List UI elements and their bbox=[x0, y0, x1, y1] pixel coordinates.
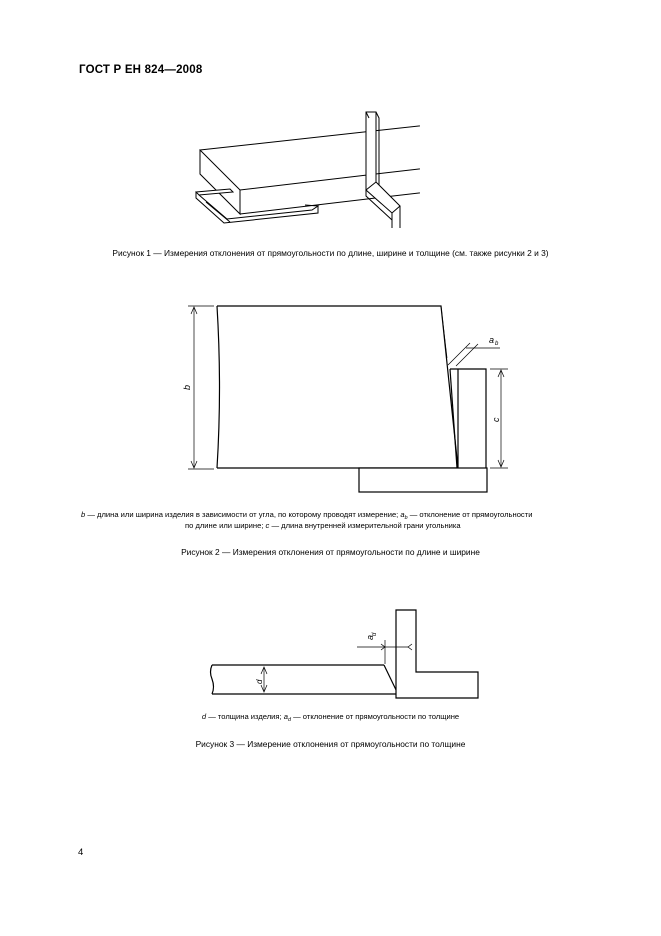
legend-text-d: — толщина изделия; bbox=[206, 712, 284, 721]
legend-symbol-ad: a bbox=[283, 712, 288, 721]
figure-2-label-ab-sub: b bbox=[495, 341, 499, 347]
legend-symbol-d: d bbox=[201, 712, 207, 721]
legend-symbol-ad-sub: d bbox=[288, 717, 291, 723]
legend-text-ad: — отклонение от прямоугольности по толщине bbox=[290, 712, 460, 721]
figure-2-caption: Рисунок 2 — Измерения отклонения от прямоугольности по длине и ширине bbox=[181, 547, 480, 557]
figure-2-legend-line-1 bbox=[81, 510, 532, 521]
figure-2-label-c: c bbox=[491, 417, 501, 422]
figure-3-label-ad-sub: d bbox=[372, 632, 378, 636]
figure-2-label-b: b bbox=[182, 384, 192, 390]
legend-text-ab-cont: по длине или ширине; bbox=[185, 521, 266, 530]
figure-3-label-d: d bbox=[255, 679, 264, 684]
figure-2-legend-line-2 bbox=[185, 521, 461, 530]
figure-3-legend bbox=[0, 712, 661, 723]
page-number: 4 bbox=[78, 847, 84, 858]
legend-symbol-ab: a bbox=[400, 510, 405, 519]
figure-3-label-ad: a bbox=[365, 634, 375, 640]
figure-2-label-ab: a bbox=[489, 335, 495, 345]
figure-2-drawing bbox=[180, 300, 520, 496]
document-header: ГОСТ Р ЕН 824—2008 bbox=[79, 64, 203, 76]
figure-1-caption: Рисунок 1 — Измерения отклонения от прямоугольности по длине, ширине и толщине (см. также рисунки 2 и 3) bbox=[112, 248, 549, 258]
figure-1-drawing bbox=[190, 108, 420, 228]
figure-3-caption: Рисунок 3 — Измерение отклонения от прямоугольности по толщине bbox=[195, 739, 466, 749]
legend-symbol-c: c bbox=[265, 521, 270, 530]
legend-text-ab: — отклонение от прямоугольности bbox=[407, 510, 533, 519]
legend-text-b: — длина или ширина изделия в зависимости от угла, по которому проводят измерение; bbox=[85, 510, 401, 519]
figure-3-drawing bbox=[205, 600, 490, 702]
legend-symbol-b: b bbox=[81, 510, 86, 519]
legend-symbol-ab-sub: b bbox=[404, 515, 408, 521]
legend-text-c: — длина внутренней измерительной грани угольника bbox=[269, 521, 461, 530]
